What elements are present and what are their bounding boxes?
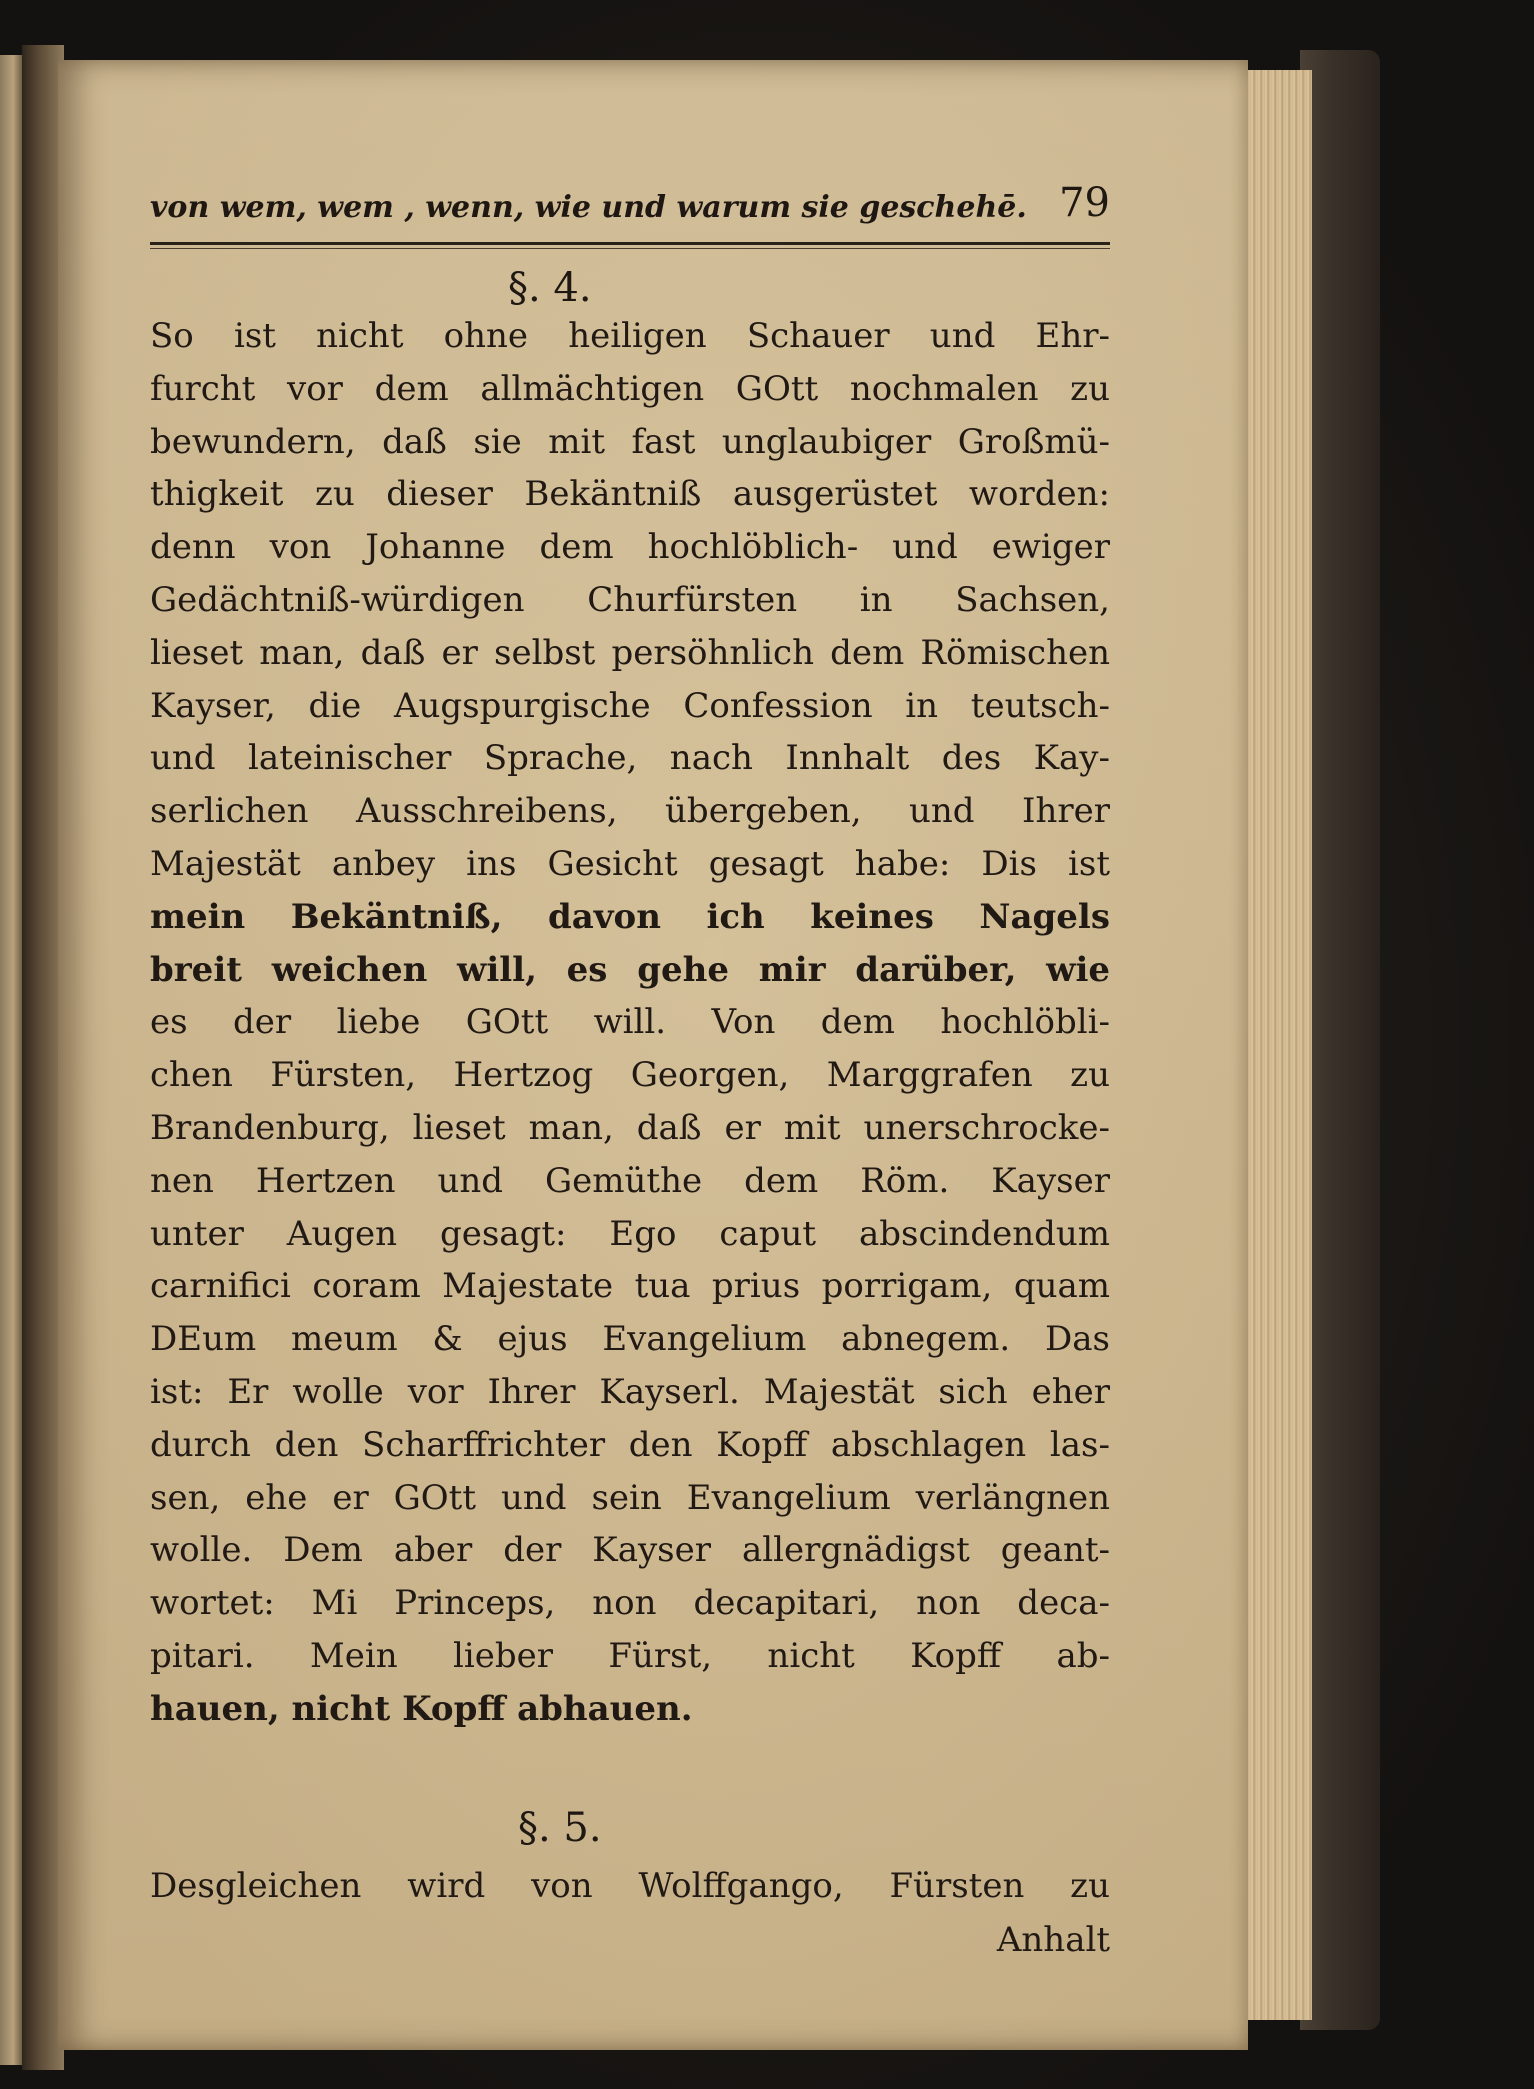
- text-line: pitari. Mein lieber Fürst, nicht Kopff ab-: [150, 1635, 1110, 1676]
- page-stack-edges: [1240, 70, 1312, 2020]
- header-rule: [150, 242, 1110, 245]
- book-page: [58, 60, 1248, 2050]
- text-line: Kayser, die Augspurgische Confession in teutsch-: [150, 685, 1110, 726]
- text-line: bewundern, daß sie mit fast unglaubiger Großmü-: [150, 421, 1110, 462]
- text-line: ist: Er wolle vor Ihrer Kayserl. Majestät sich eher: [150, 1371, 1110, 1412]
- page-number: 79: [1059, 180, 1110, 226]
- text-line: durch den Scharffrichter den Kopff abschlagen las-: [150, 1424, 1110, 1465]
- text-line-emphasis: hauen, nicht Kopff abhauen.: [150, 1688, 693, 1729]
- text-line: nen Hertzen und Gemüthe dem Röm. Kayser: [150, 1160, 1110, 1201]
- text-line: unter Augen gesagt: Ego caput abscindendum: [150, 1213, 1110, 1254]
- text-line: Desgleichen wird von Wolffgango, Fürsten zu: [150, 1866, 1110, 1906]
- text-line: wortet: Mi Princeps, non decapitari, non deca-: [150, 1583, 1110, 1624]
- text-line: thigkeit zu dieser Bekäntniß ausgerüstet worden:: [150, 474, 1110, 515]
- text-line: DEum meum & ejus Evangelium abnegem. Das: [150, 1319, 1110, 1360]
- text-line-emphasis: mein Bekäntniß, davon ich keines Nagels: [150, 896, 1110, 937]
- text-line: und lateinischer Sprache, nach Innhalt des Kay-: [150, 738, 1110, 779]
- text-line: serlichen Ausschreibens, übergeben, und Ihrer: [150, 791, 1110, 832]
- text-line-emphasis: breit weichen will, es gehe mir darüber, wie: [150, 949, 1110, 990]
- text-line: Brandenburg, lieset man, daß er mit unerschrocke-: [150, 1107, 1110, 1148]
- section-5-body: [150, 1860, 1110, 1913]
- text-line: Majestät anbey ins Gesicht gesagt habe: Dis ist: [150, 843, 1110, 884]
- text-line: sen, ehe er GOtt und sein Evangelium verlängnen: [150, 1477, 1110, 1518]
- text-line: furcht vor dem allmächtigen GOtt nochmalen zu: [150, 368, 1110, 409]
- facing-page-edge: [0, 55, 22, 2065]
- book-cover-edge: [1300, 50, 1380, 2030]
- text-line: wolle. Dem aber der Kayser allergnädigst geant-: [150, 1530, 1110, 1571]
- text-line: Gedächtniß-würdigen Churfürsten in Sachsen,: [150, 579, 1110, 620]
- text-line: So ist nicht ohne heiligen Schauer und Ehr-: [150, 316, 1110, 356]
- text-line: denn von Johanne dem hochlöblich- und ewiger: [150, 527, 1110, 568]
- running-head-title: von wem, wem , wenn, wie und warum sie geschehē.: [150, 190, 1027, 225]
- catchword: Anhalt: [996, 1920, 1110, 1960]
- text-line: lieset man, daß er selbst persöhnlich dem Römischen: [150, 632, 1110, 673]
- running-head: [150, 180, 1110, 227]
- text-line: chen Fürsten, Hertzog Georgen, Marggrafen zu: [150, 1055, 1110, 1096]
- text-line: carnifici coram Majestate tua prius porrigam, quam: [150, 1266, 1110, 1307]
- section-5-heading: §. 5.: [518, 1805, 602, 1851]
- text-line: es der liebe GOtt will. Von dem hochlöbli-: [150, 1002, 1110, 1043]
- section-4-heading: §. 4.: [508, 265, 592, 311]
- section-4-body: [150, 310, 1110, 1736]
- header-rule-thin: [150, 248, 1110, 249]
